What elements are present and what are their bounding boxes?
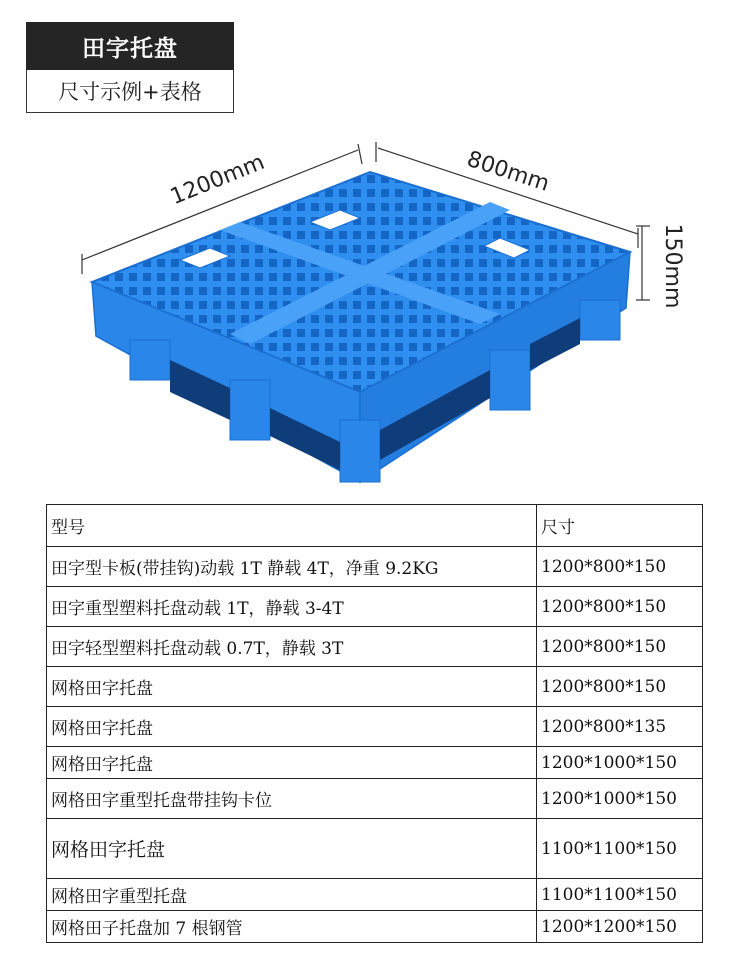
cell-model: 网格田子托盘加 7 根钢管	[47, 911, 537, 943]
spec-table	[46, 504, 703, 943]
table-row	[47, 587, 703, 627]
table-row	[47, 547, 703, 587]
header-size: 尺寸	[537, 505, 703, 547]
dim-height-label: 150mm	[660, 223, 685, 309]
cell-size: 1200*800*150	[537, 547, 703, 587]
cell-model: 网格田字重型托盘	[47, 879, 537, 911]
cell-model: 网格田字重型托盘带挂钩卡位	[47, 779, 537, 819]
cell-model: 田字重型塑料托盘动载 1T，静载 3-4T	[47, 587, 537, 627]
cell-model: 网格田字托盘	[47, 747, 537, 779]
cell-model: 田字型卡板(带挂钩)动载 1T 静载 4T，净重 9.2KG	[47, 547, 537, 587]
table-row	[47, 707, 703, 747]
table-row	[47, 879, 703, 911]
page-subtitle: 尺寸示例+表格	[26, 70, 234, 113]
dim-length-label: 1200mm	[167, 149, 269, 211]
cell-size: 1200*1200*150	[537, 911, 703, 943]
table-row	[47, 779, 703, 819]
table-header-row	[47, 505, 703, 547]
cell-size: 1200*800*135	[537, 707, 703, 747]
table-row	[47, 667, 703, 707]
page-title: 田字托盘	[26, 22, 234, 70]
cell-size: 1100*1100*150	[537, 879, 703, 911]
cell-size: 1200*800*150	[537, 627, 703, 667]
cell-size: 1200*1000*150	[537, 747, 703, 779]
table-row	[47, 747, 703, 779]
cell-size: 1200*800*150	[537, 667, 703, 707]
pallet-body	[92, 172, 630, 482]
cell-model: 网格田字托盘	[47, 667, 537, 707]
header-model: 型号	[47, 505, 537, 547]
cell-model: 网格田字托盘	[47, 819, 537, 879]
cell-size: 1200*1000*150	[537, 779, 703, 819]
table-row	[47, 911, 703, 943]
pallet-illustration	[70, 130, 690, 500]
cell-size: 1200*800*150	[537, 587, 703, 627]
dim-width-label: 800mm	[463, 146, 553, 197]
table-row	[47, 627, 703, 667]
table-row	[47, 819, 703, 879]
cell-model: 网格田字托盘	[47, 707, 537, 747]
cell-model: 田字轻型塑料托盘动载 0.7T，静载 3T	[47, 627, 537, 667]
cell-size: 1100*1100*150	[537, 819, 703, 879]
